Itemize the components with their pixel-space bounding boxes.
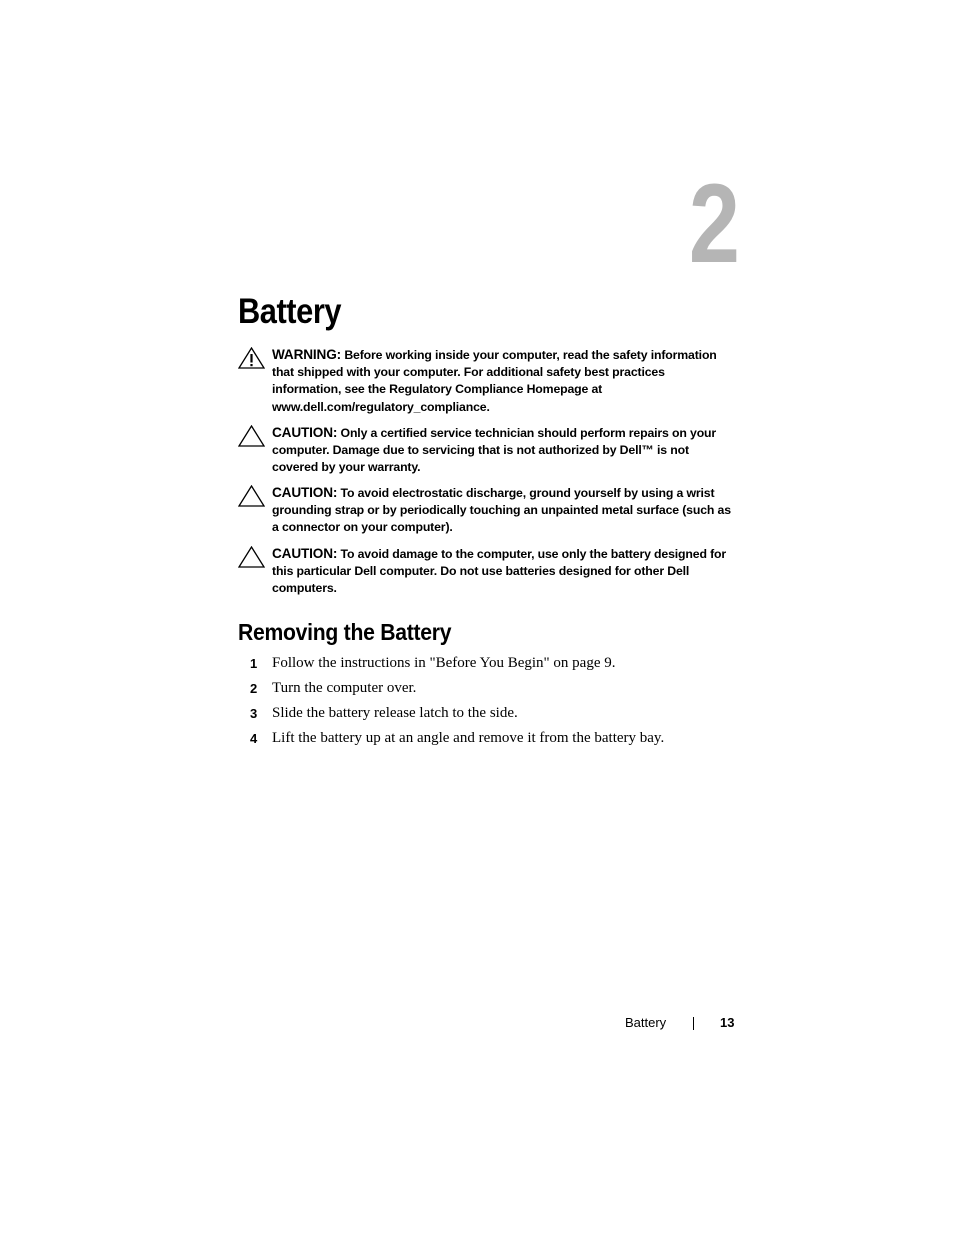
step-text: Turn the computer over. <box>272 680 417 696</box>
caution-icon <box>238 546 265 568</box>
page-number: 13 <box>720 1015 735 1030</box>
caution-text <box>272 424 734 477</box>
caution-label: CAUTION: <box>272 425 338 440</box>
caution-body: Only a certified service technician should perform repairs on your computer. Damage due to servicing that is not authorized by Dell™ is not covered by your warranty. <box>272 426 717 475</box>
running-title: Battery <box>625 1015 667 1030</box>
warning-notice <box>238 346 738 416</box>
warning-icon <box>238 347 265 369</box>
list-item <box>238 678 738 703</box>
caution-body: To avoid damage to the computer, use only the battery designed for this particular Dell computer. Do not use batteries designed for other Dell computers. <box>272 547 727 596</box>
caution-text <box>272 545 734 598</box>
warning-body: Before working inside your computer, read the safety information that shipped with your computer. For additional safety best practices information, see the Regulatory Compliance Homepage at www.dell.com/regulatory_compliance. <box>272 348 717 414</box>
caution-icon <box>238 485 265 507</box>
warning-label: WARNING: <box>272 347 342 362</box>
caution-text <box>272 484 734 537</box>
caution-notice <box>238 545 738 598</box>
list-item <box>238 653 738 678</box>
warning-text <box>272 346 734 416</box>
list-item <box>238 703 738 728</box>
caution-icon <box>238 425 265 447</box>
step-number: 2 <box>250 681 258 696</box>
caution-body: To avoid electrostatic discharge, ground yourself by using a wrist grounding strap or by periodically touching an unpainted metal surface (such as a connector on your computer). <box>272 486 731 535</box>
step-number: 3 <box>250 706 258 721</box>
step-text: Slide the battery release latch to the side. <box>272 705 518 721</box>
step-text: Follow the instructions in "Before You Begin" on page 9. <box>272 655 616 671</box>
section-title: Removing the Battery <box>238 619 452 645</box>
caution-label: CAUTION: <box>272 485 338 500</box>
list-item <box>238 728 738 753</box>
step-text: Lift the battery up at an angle and remove it from the battery bay. <box>272 730 665 746</box>
caution-notice <box>238 424 738 477</box>
page-footer <box>600 1015 736 1035</box>
footer-divider <box>693 1017 694 1030</box>
chapter-title: Battery <box>238 292 342 331</box>
caution-label: CAUTION: <box>272 546 338 561</box>
chapter-number: 2 <box>688 161 740 286</box>
steps-list <box>238 653 738 753</box>
caution-notice <box>238 484 738 537</box>
step-number: 1 <box>250 656 258 671</box>
step-number: 4 <box>250 731 258 746</box>
